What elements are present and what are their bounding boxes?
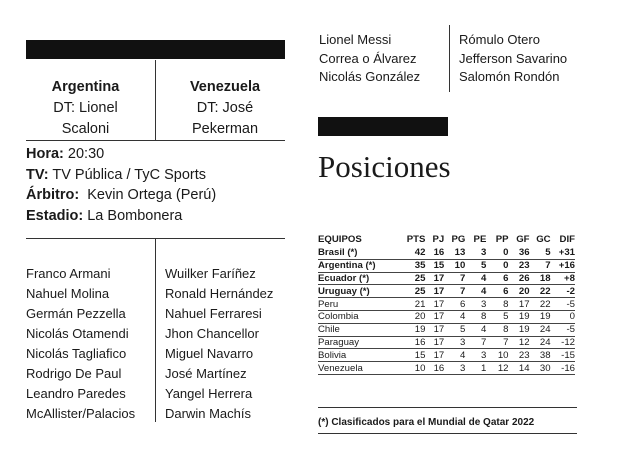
stat-cell: 3 (444, 336, 465, 349)
hora-value: 20:30 (67, 146, 105, 162)
venezuela-continuation (459, 31, 567, 87)
standings-table-wrap (318, 232, 575, 375)
stat-cell: 17 (425, 285, 444, 298)
col-header: PG (451, 234, 466, 245)
stat-cell: 7 (465, 336, 486, 349)
stat-cell: 7 (444, 272, 465, 285)
stat-cell: 30 (530, 362, 551, 375)
header-bar-left (26, 40, 285, 59)
stat-cell: 6 (444, 298, 465, 311)
stat-cell: 4 (465, 285, 486, 298)
stat-cell: 3 (444, 362, 465, 375)
stat-cell: 8 (486, 298, 508, 311)
teams-divider (155, 60, 156, 140)
stat-cell: 15 (425, 259, 444, 272)
stat-cell: 12 (486, 362, 508, 375)
stat-cell: 5 (444, 323, 465, 336)
player: Lionel Messi (319, 32, 392, 47)
table-row (318, 349, 575, 362)
player: Nahuel Ferraresi (165, 306, 262, 321)
hora-label: Hora: (26, 146, 64, 162)
table-row (318, 310, 575, 323)
stat-cell: -15 (551, 349, 575, 362)
stat-cell: 16 (425, 362, 444, 375)
player: Salomón Rondón (459, 69, 560, 84)
stat-cell: -2 (551, 285, 575, 298)
stat-cell: +8 (551, 272, 575, 285)
standings-note: (*) Clasificados para el Mundial de Qatar 2022 (318, 417, 535, 428)
player: Miguel Navarro (165, 346, 254, 361)
team-cell: Venezuela (318, 362, 388, 375)
player: Leandro Paredes (26, 386, 126, 401)
stat-cell: 4 (465, 323, 486, 336)
stat-cell: +16 (551, 259, 575, 272)
note-bottom-rule (318, 433, 577, 434)
player: Wuilker Faríñez (165, 266, 256, 281)
stat-cell: 14 (509, 362, 530, 375)
player: José Martínez (165, 366, 247, 381)
stat-cell: 13 (444, 247, 465, 259)
player: Germán Pezzella (26, 306, 126, 321)
away-team-block (165, 77, 285, 140)
arbitro-value: Kevin Ortega (Perú) (87, 187, 217, 203)
table-row (318, 259, 575, 272)
lineups-divider (155, 239, 156, 422)
stat-cell: 12 (509, 336, 530, 349)
col-header: EQUIPOS (318, 234, 362, 245)
stat-cell: 19 (509, 310, 530, 323)
stat-cell: 20 (388, 310, 426, 323)
stat-cell: 7 (444, 285, 465, 298)
col-header: DIF (559, 234, 575, 245)
stat-cell: 19 (509, 323, 530, 336)
player: Correa o Álvarez (319, 50, 417, 66)
argentina-lineup (26, 264, 135, 424)
table-row (318, 298, 575, 311)
stat-cell: 23 (509, 349, 530, 362)
stat-cell: 18 (530, 272, 551, 285)
stat-cell: 5 (530, 247, 551, 259)
stat-cell: 10 (486, 349, 508, 362)
stat-cell: 5 (465, 259, 486, 272)
home-team-block (26, 77, 145, 140)
team-cell: Peru (318, 298, 388, 311)
stat-cell: 10 (388, 362, 426, 375)
stat-cell: 24 (530, 323, 551, 336)
stat-cell: 5 (486, 310, 508, 323)
table-row (318, 323, 575, 336)
stat-cell: 24 (530, 336, 551, 349)
arbitro-label: Árbitro: (26, 187, 80, 203)
stat-cell: 4 (465, 272, 486, 285)
player: Darwin Machís (165, 406, 251, 421)
venezuela-lineup (165, 264, 273, 424)
table-row (318, 272, 575, 285)
table-row (318, 247, 575, 259)
stat-cell: 17 (425, 323, 444, 336)
standings-header-row (318, 232, 575, 247)
player: Ronald Hernández (165, 286, 274, 301)
teams-bottom-rule (26, 140, 285, 141)
stat-cell: -5 (551, 298, 575, 311)
stat-cell: 6 (486, 272, 508, 285)
player: Rómulo Otero (459, 32, 540, 47)
stat-cell: 3 (465, 349, 486, 362)
standings-title: Posiciones (318, 149, 451, 184)
stat-cell: 36 (509, 247, 530, 259)
team-cell: Argentina (*) (318, 259, 388, 272)
stat-cell: 0 (486, 247, 508, 259)
standings-table (318, 232, 575, 375)
table-row (318, 336, 575, 349)
stat-cell: 15 (388, 349, 426, 362)
arbitro-row (26, 185, 286, 206)
stat-cell: 26 (509, 272, 530, 285)
tv-label: TV: (26, 166, 49, 183)
stat-cell: 17 (509, 298, 530, 311)
hora-row (26, 144, 286, 165)
stat-cell: 17 (425, 336, 444, 349)
player: Franco Armani (26, 266, 111, 281)
away-coach-line1: DT: José (196, 100, 254, 116)
estadio-row (26, 206, 286, 227)
stat-cell: 16 (388, 336, 426, 349)
stat-cell: 17 (425, 349, 444, 362)
player: Rodrigo De Paul (26, 366, 122, 381)
player: Yangel Herrera (165, 386, 253, 401)
col-header: GC (536, 234, 551, 245)
stat-cell: 25 (388, 272, 426, 285)
team-cell: Chile (318, 323, 388, 336)
stat-cell: 4 (444, 310, 465, 323)
stat-cell: -12 (551, 336, 575, 349)
col-header: PE (473, 234, 487, 245)
stat-cell: 21 (388, 298, 426, 311)
home-coach-line2: Scaloni (61, 121, 110, 137)
player: Nahuel Molina (26, 286, 110, 301)
stat-cell: -16 (551, 362, 575, 375)
col-header: PP (495, 234, 509, 245)
stat-cell: 1 (465, 362, 486, 375)
stat-cell: 7 (486, 336, 508, 349)
estadio-label: Estadio: (26, 207, 84, 224)
stat-cell: 3 (465, 247, 486, 259)
player: Jefferson Savarino (459, 50, 568, 66)
stat-cell: 10 (444, 259, 465, 272)
match-details (26, 144, 286, 226)
stat-cell: 4 (444, 349, 465, 362)
team-cell: Paraguay (318, 336, 388, 349)
continuation-divider (449, 25, 450, 92)
col-header: GF (516, 234, 530, 245)
home-team-name: Argentina (51, 79, 120, 95)
player: Jhon Chancellor (165, 326, 259, 341)
stat-cell: 17 (425, 272, 444, 285)
team-cell: Bolivia (318, 349, 388, 362)
stat-cell: 16 (425, 247, 444, 259)
stat-cell: 0 (551, 310, 575, 323)
stat-cell: 17 (425, 298, 444, 311)
stat-cell: 19 (530, 310, 551, 323)
tv-value: TV Pública / TyC Sports (52, 166, 206, 183)
stat-cell: 20 (509, 285, 530, 298)
away-coach-line2: Pekerman (191, 121, 259, 137)
estadio-value: La Bombonera (87, 207, 183, 224)
header-bar-right (318, 117, 448, 136)
stat-cell: 17 (425, 310, 444, 323)
table-row (318, 362, 575, 375)
col-header: PTS (406, 234, 426, 245)
col-header: PJ (432, 234, 445, 245)
stat-cell: 19 (388, 323, 426, 336)
stat-cell: 25 (388, 285, 426, 298)
stat-cell: 8 (486, 323, 508, 336)
team-cell: Brasil (*) (318, 247, 388, 259)
tv-row (26, 165, 286, 186)
stat-cell: 8 (465, 310, 486, 323)
stat-cell: +31 (551, 247, 575, 259)
stat-cell: 0 (486, 259, 508, 272)
player: Nicolás Tagliafico (26, 346, 127, 361)
stat-cell: 22 (530, 298, 551, 311)
team-cell: Uruguay (*) (318, 285, 388, 298)
player: Nicolás Otamendi (26, 326, 129, 341)
home-coach-line1: DT: Lionel (53, 100, 118, 116)
stat-cell: 42 (388, 247, 426, 259)
stat-cell: 35 (388, 259, 426, 272)
table-row (318, 285, 575, 298)
stat-cell: 22 (530, 285, 551, 298)
away-team-name: Venezuela (189, 79, 261, 95)
team-cell: Ecuador (*) (318, 272, 388, 285)
stat-cell: -5 (551, 323, 575, 336)
argentina-continuation (319, 31, 420, 87)
stat-cell: 3 (465, 298, 486, 311)
stat-cell: 7 (530, 259, 551, 272)
player: McAllister/Palacios (26, 406, 136, 421)
player: Nicolás González (319, 69, 421, 84)
stat-cell: 6 (486, 285, 508, 298)
note-rule (318, 407, 577, 408)
stat-cell: 23 (509, 259, 530, 272)
team-cell: Colombia (318, 310, 388, 323)
stat-cell: 38 (530, 349, 551, 362)
